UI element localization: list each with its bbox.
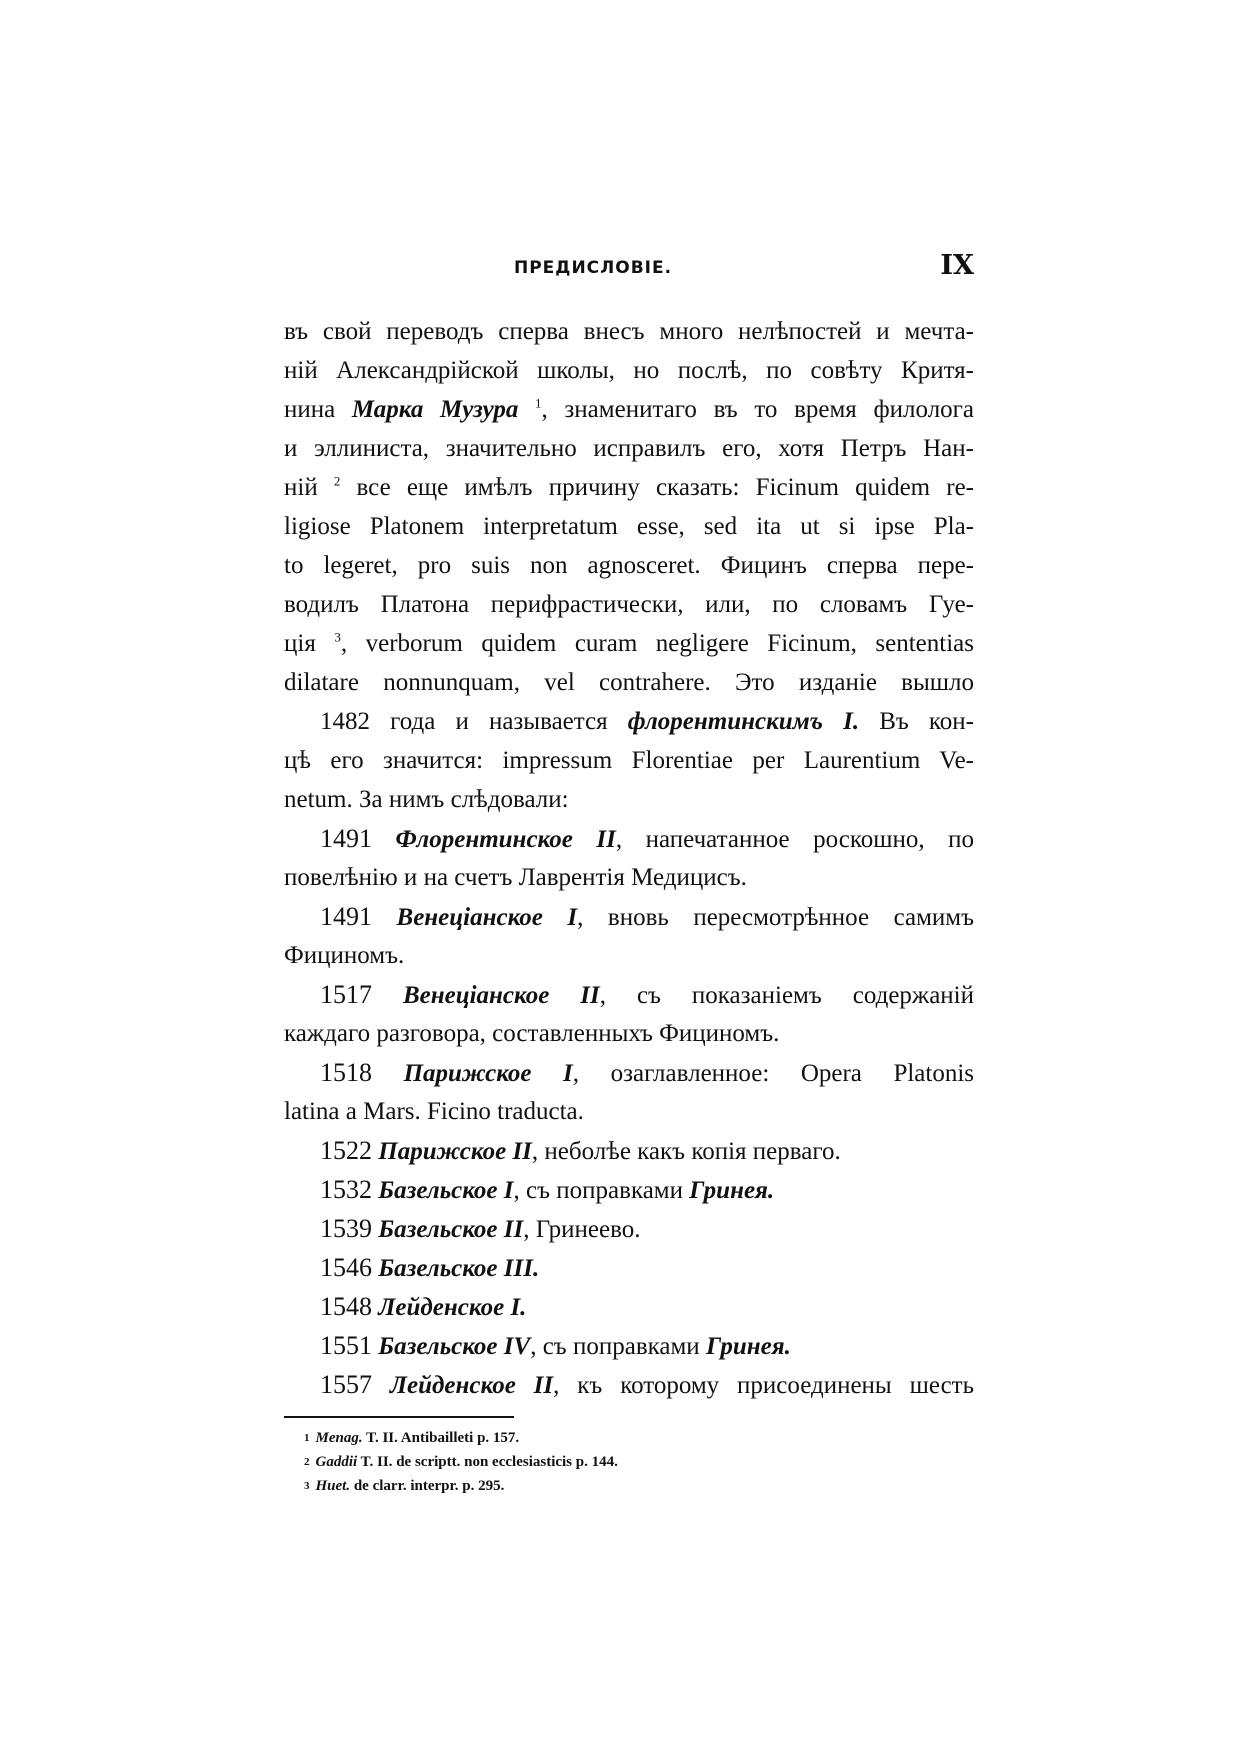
edition-year: 1532 (320, 1175, 372, 1204)
text-line: и эллиниста, значительно исправилъ его, хотя Петръ Нан- (284, 435, 974, 462)
edition-continuation: Фициномъ. (284, 942, 405, 969)
person-name: Марка Музура (351, 396, 519, 423)
edition-title: Парижское I (403, 1060, 573, 1087)
text-line: netum. За нимъ слѣдовали: (284, 786, 569, 813)
text-line: ція $^3$, verborum quidem curam negligere Ficinum, sententias (284, 629, 974, 657)
edition-continuation: latina a Mars. Ficino traducta. (284, 1098, 584, 1125)
edition-year: 1491 (320, 902, 372, 931)
footnote: $^3$ Huet. de clarr. interpr. p. 295. (304, 1478, 505, 1494)
footnote: $^1$ Menag. T. II. Antibailleti p. 157. (304, 1430, 520, 1446)
edition-entry: 1517 Венеціанское II, съ показаніемъ содержаній (320, 980, 975, 1009)
text-line: нина Марка Музура $^1$, знаменитаго въ то время филолога (284, 395, 975, 423)
edition-title: Лейденское I. (378, 1294, 527, 1321)
text-line: 1482 года и называется флорентинскимъ I. Въ кон- (320, 708, 974, 735)
edition-year: 1546 (320, 1253, 372, 1282)
edition-entry: 1518 Парижское I, озаглавленное: Opera Platonis (320, 1058, 975, 1087)
text-line: ній $^2$ все еще имѣлъ причину сказать: Ficinum quidem re- (284, 473, 975, 501)
edition-title: Базельское II (378, 1216, 524, 1243)
footnote-ref: 1 (535, 395, 542, 411)
body-text (284, 312, 974, 1404)
edition-entry: 1491 Флорентинское II, напечатанное роскошно, по (320, 824, 974, 853)
edition-year: 1517 (320, 980, 372, 1009)
edition-entry: 1491 Венеціанское I, вновь пересмотрѣнное самимъ (320, 902, 975, 931)
page-header (284, 250, 974, 290)
text-line: ній Александрійской школы, но послѣ, по совѣту Критя- (284, 357, 974, 384)
edition-title: Венеціанское II (402, 982, 600, 1009)
edition-year: 1551 (320, 1331, 372, 1360)
footnote-divider (284, 1416, 514, 1418)
footnote-ref: 3 (334, 629, 341, 645)
edition-entry: 1551 Базельское IV, съ поправками Гринея. (320, 1331, 791, 1360)
text-line: dilatare nonnunquam, vel contrahere. Это изданіе вышло (284, 669, 974, 696)
edition-entry: 1532 Базельское I, съ поправками Гринея. (320, 1175, 775, 1204)
edition-title: Базельское I (378, 1177, 514, 1204)
edition-continuation: повелѣнію и на счетъ Лаврентія Медицисъ. (284, 864, 747, 891)
text-line: to legeret, pro suis non agnosceret. Фицинъ сперва пере- (284, 552, 974, 579)
footnote-ref: 2 (333, 473, 341, 489)
edition-year: 1522 (320, 1136, 372, 1165)
edition-title: Базельское IV (378, 1333, 531, 1360)
edition-year: 1518 (320, 1058, 372, 1087)
edition-entry: 1539 Базельское II, Гринеево. (320, 1214, 641, 1243)
edition-title: Флорентинское II (395, 826, 616, 853)
text-line: цѣ его значится: impressum Florentiae per Laurentium Ve- (284, 747, 974, 774)
footnotes (304, 1426, 618, 1498)
text-line: въ свой переводъ сперва внесъ много нелѣпостей и мечта- (284, 318, 974, 345)
edition-title: Парижское II (378, 1138, 532, 1165)
edition-continuation: каждаго разговора, составленныхъ Фициномъ. (284, 1020, 780, 1047)
editor-name: Гринея. (705, 1333, 791, 1360)
edition-year: 1557 (320, 1370, 372, 1399)
text-line: ligiose Platonem interpretatum esse, sed ita ut si ipse Pla- (284, 513, 974, 540)
edition-entry: 1522 Парижское II, неболѣе какъ копія перваго. (320, 1136, 841, 1165)
edition-title: флорентинскимъ I. (627, 708, 860, 735)
edition-year: 1539 (320, 1214, 372, 1243)
edition-entry (284, 1287, 974, 1326)
edition-title: Лейденское II (389, 1372, 554, 1399)
edition-year: 1491 (320, 824, 372, 853)
footnote: $^2$ Gaddii T. II. de scriptt. non ecclesiasticis p. 144. (304, 1454, 618, 1470)
edition-title: Венеціанское I (396, 904, 578, 931)
running-head: ПРЕДИСЛОВІЕ. (514, 258, 673, 278)
editor-name: Гринея. (689, 1177, 775, 1204)
text-line: водилъ Платона перифрастически, или, по словамъ Гуе- (284, 591, 974, 618)
edition-entry (284, 1248, 974, 1287)
edition-entry: 1557 Лейденское II, къ которому присоединены шесть (320, 1370, 974, 1399)
edition-title: Базельское III. (378, 1255, 540, 1282)
page-number: IX (940, 250, 974, 281)
edition-year: 1548 (320, 1292, 372, 1321)
